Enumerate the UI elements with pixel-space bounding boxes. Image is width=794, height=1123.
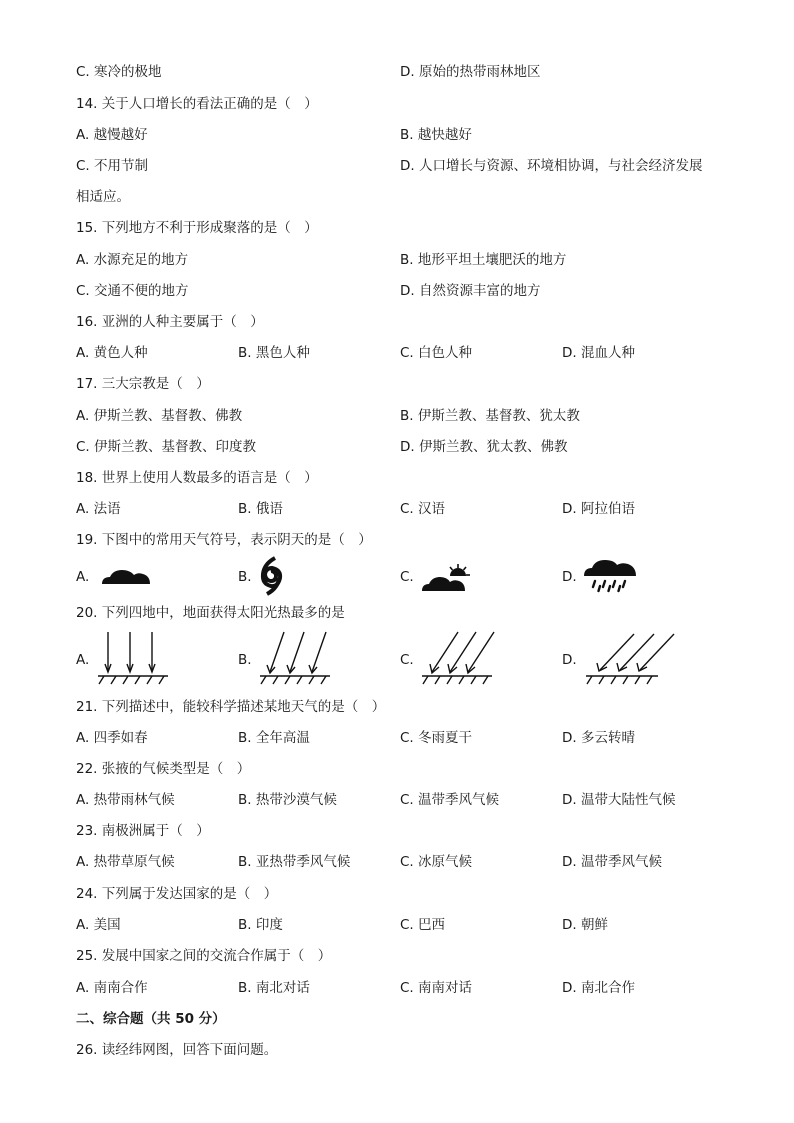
q15-stem: 15. 下列地方不利于形成聚落的是（ ）	[76, 220, 318, 236]
q24-option-b: B. 印度	[238, 917, 283, 933]
q23-option-a: A. 热带草原气候	[76, 854, 175, 870]
q14-option-b: B. 越快越好	[400, 127, 472, 143]
q17-option-a: A. 伊斯兰教、基督教、佛教	[76, 408, 243, 424]
rain-cloud-icon	[582, 556, 638, 594]
q18-option-a: A. 法语	[76, 501, 121, 517]
q19-option-a-label: A.	[76, 569, 90, 585]
q25-option-a: A. 南南合作	[76, 980, 148, 996]
q15-option-d: D. 自然资源丰富的地方	[400, 283, 541, 299]
q14-stem: 14. 关于人口增长的看法正确的是（ ）	[76, 96, 318, 112]
cloud-overcast-icon	[100, 564, 152, 588]
q23-option-d: D. 温带季风气候	[562, 854, 662, 870]
q17-stem: 17. 三大宗教是（ ）	[76, 376, 210, 392]
q25-option-c: C. 南南对话	[400, 980, 473, 996]
q18-option-c: C. 汉语	[400, 501, 446, 517]
q18-stem: 18. 世界上使用人数最多的语言是（ ）	[76, 470, 318, 486]
q22-option-d: D. 温带大陆性气候	[562, 792, 676, 808]
partly-cloudy-icon	[420, 562, 478, 594]
q14-option-d: D. 人口增长与资源、环境相协调，与社会经济发展	[400, 158, 703, 174]
q16-option-c: C. 白色人种	[400, 345, 473, 361]
q20-option-a-label: A.	[76, 652, 90, 668]
q26-stem: 26. 读经纬网图，回答下面问题。	[76, 1042, 278, 1058]
q17-option-b: B. 伊斯兰教、基督教、犹太教	[400, 408, 580, 424]
q16-stem: 16. 亚洲的人种主要属于（ ）	[76, 314, 264, 330]
q20-option-b-label: B.	[238, 652, 252, 668]
q16-option-d: D. 混血人种	[562, 345, 635, 361]
q21-option-c: C. 冬雨夏干	[400, 730, 473, 746]
section-heading: 二、综合题（共 50 分）	[76, 1011, 226, 1027]
q22-stem: 22. 张掖的气候类型是（ ）	[76, 761, 251, 777]
q14-option-a: A. 越慢越好	[76, 127, 148, 143]
q20-option-d-label: D.	[562, 652, 577, 668]
q14-option-d-continued: 相适应。	[76, 189, 130, 205]
q20-stem: 20. 下列四地中，地面获得太阳光热最多的是	[76, 605, 345, 621]
q13-option-d: D. 原始的热带雨林地区	[400, 64, 541, 80]
q24-option-a: A. 美国	[76, 917, 121, 933]
typhoon-icon	[258, 556, 284, 596]
q19-stem: 19. 下图中的常用天气符号，表示阴天的是（ ）	[76, 532, 372, 548]
q23-stem: 23. 南极洲属于（ ）	[76, 823, 210, 839]
q25-option-b: B. 南北对话	[238, 980, 310, 996]
steep-rays-icon	[258, 630, 332, 686]
q15-option-b: B. 地形平坦土壤肥沃的地方	[400, 252, 567, 268]
q17-option-d: D. 伊斯兰教、犹太教、佛教	[400, 439, 568, 455]
q24-option-d: D. 朝鲜	[562, 917, 608, 933]
q25-option-d: D. 南北合作	[562, 980, 635, 996]
q20-option-c-label: C.	[400, 652, 414, 668]
vertical-rays-icon	[96, 630, 170, 686]
q22-option-b: B. 热带沙漠气候	[238, 792, 337, 808]
q24-stem: 24. 下列属于发达国家的是（ ）	[76, 886, 278, 902]
q22-option-a: A. 热带雨林气候	[76, 792, 175, 808]
q23-option-c: C. 冰原气候	[400, 854, 473, 870]
q21-stem: 21. 下列描述中，能较科学描述某地天气的是（ ）	[76, 699, 386, 715]
q18-option-d: D. 阿拉伯语	[562, 501, 635, 517]
q17-option-c: C. 伊斯兰教、基督教、印度教	[76, 439, 257, 455]
q19-option-b-label: B.	[238, 569, 252, 585]
q23-option-b: B. 亚热带季风气候	[238, 854, 351, 870]
q21-option-b: B. 全年高温	[238, 730, 310, 746]
q16-option-b: B. 黑色人种	[238, 345, 310, 361]
q21-option-d: D. 多云转晴	[562, 730, 635, 746]
q15-option-a: A. 水源充足的地方	[76, 252, 189, 268]
q18-option-b: B. 俄语	[238, 501, 283, 517]
q14-option-c: C. 不用节制	[76, 158, 149, 174]
q21-option-a: A. 四季如春	[76, 730, 148, 746]
q22-option-c: C. 温带季风气候	[400, 792, 500, 808]
q13-option-c: C. 寒冷的极地	[76, 64, 162, 80]
q15-option-c: C. 交通不便的地方	[76, 283, 189, 299]
q16-option-a: A. 黄色人种	[76, 345, 148, 361]
q19-option-c-label: C.	[400, 569, 414, 585]
low-angle-rays-icon	[582, 630, 678, 686]
q19-option-d-label: D.	[562, 569, 577, 585]
q25-stem: 25. 发展中国家之间的交流合作属于（ ）	[76, 948, 332, 964]
oblique-rays-icon	[420, 630, 496, 686]
q24-option-c: C. 巴西	[400, 917, 446, 933]
